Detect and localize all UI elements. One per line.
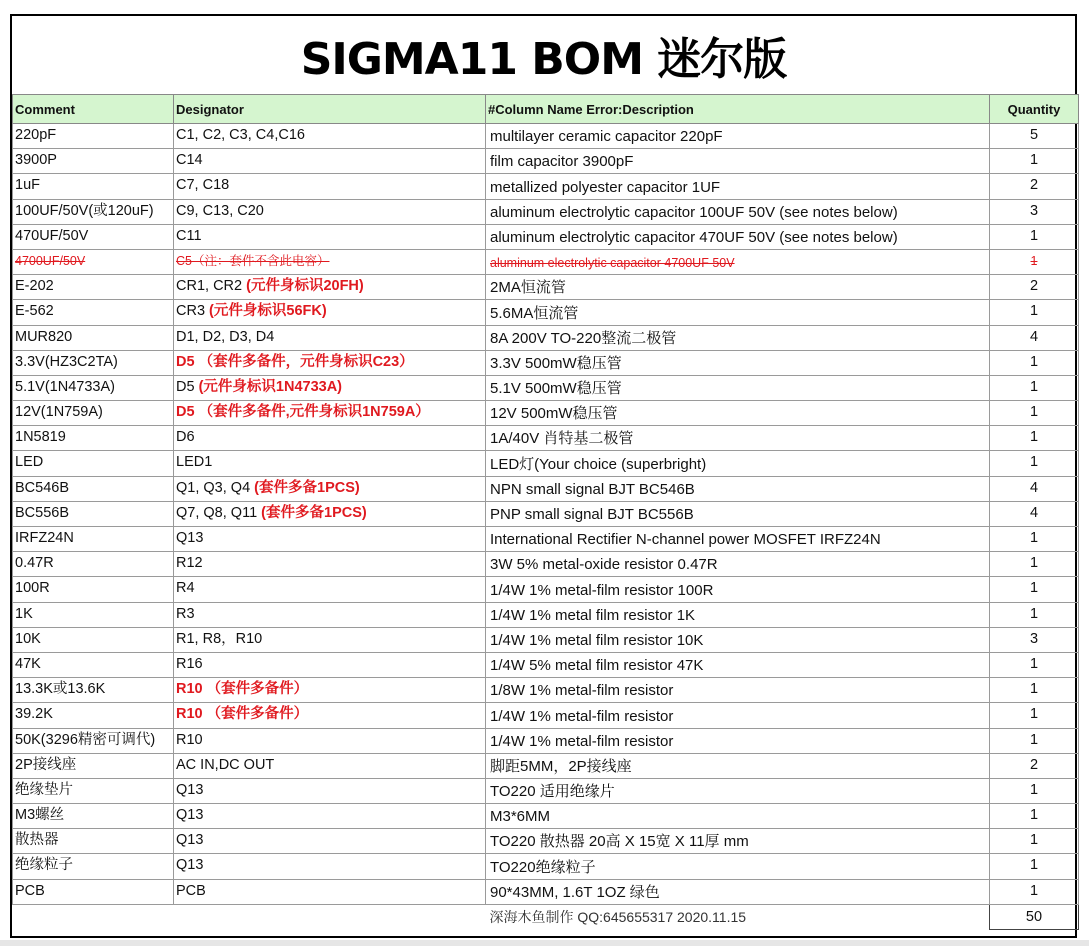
designator-cell (174, 124, 486, 149)
comment-cell: 12V(1N759A) (13, 401, 174, 426)
quantity-cell: 4 (990, 325, 1079, 350)
designator-cell (174, 602, 486, 627)
comment-cell: 100R (13, 577, 174, 602)
quantity-cell: 1 (990, 854, 1079, 879)
comment-cell: 1K (13, 602, 174, 627)
table-row (13, 627, 1079, 652)
designator-cell (174, 577, 486, 602)
quantity-cell: 1 (990, 778, 1079, 803)
header-description: #Column Name Error:Description (486, 95, 990, 124)
designator-text: R16 (176, 655, 203, 672)
table-row (13, 678, 1079, 703)
description-cell: 5.6MA恒流管 (486, 300, 990, 325)
designator-cell (174, 728, 486, 753)
footer-spacer (13, 904, 174, 929)
designator-cell (174, 627, 486, 652)
description-cell: International Rectifier N-channel power MOSFET IRFZ24N (486, 527, 990, 552)
header-designator: Designator (174, 95, 486, 124)
quantity-cell: 3 (990, 199, 1079, 224)
designator-cell (174, 501, 486, 526)
comment-cell: M3螺丝 (13, 804, 174, 829)
description-cell: 8A 200V TO-220整流二极管 (486, 325, 990, 350)
quantity-cell: 1 (990, 678, 1079, 703)
designator-cell (174, 325, 486, 350)
comment-cell: 220pF (13, 124, 174, 149)
designator-text: Q1, Q3, Q4 (176, 479, 255, 496)
designator-note: D5 （套件多备件,元件身标识1N759A） (176, 404, 430, 421)
quantity-cell: 4 (990, 476, 1079, 501)
description-cell: TO220 散热器 20高 X 15宽 X 11厚 mm (486, 829, 990, 854)
sheet-title: SIGMA11 BOM 迷尔版 (300, 34, 787, 85)
designator-text: D1, D2, D3, D4 (176, 328, 275, 345)
designator-cell (174, 552, 486, 577)
comment-cell: 5.1V(1N4733A) (13, 375, 174, 400)
comment-cell: BC546B (13, 476, 174, 501)
designator-text: R1, R8，R10 (176, 630, 263, 647)
description-cell: TO220绝缘粒子 (486, 854, 990, 879)
table-row (13, 577, 1079, 602)
table-row (13, 778, 1079, 803)
comment-cell: 绝缘垫片 (13, 778, 174, 803)
designator-text: Q13 (176, 807, 204, 824)
quantity-cell: 1 (990, 249, 1079, 274)
quantity-cell: 1 (990, 602, 1079, 627)
designator-note: R10 （套件多备件） (176, 681, 309, 698)
quantity-cell: 2 (990, 753, 1079, 778)
designator-text: AC IN,DC OUT (176, 756, 275, 773)
comment-cell: 3.3V(HZ3C2TA) (13, 350, 174, 375)
designator-cell (174, 678, 486, 703)
description-cell: 2MA恒流管 (486, 275, 990, 300)
table-row (13, 451, 1079, 476)
header-comment: Comment (13, 95, 174, 124)
comment-cell: 0.47R (13, 552, 174, 577)
table-row (13, 375, 1079, 400)
table-row (13, 325, 1079, 350)
comment-cell: 39.2K (13, 703, 174, 728)
designator-text: D6 (176, 429, 195, 446)
designator-cell (174, 174, 486, 199)
table-row (13, 804, 1079, 829)
designator-cell (174, 527, 486, 552)
table-row (13, 652, 1079, 677)
quantity-cell: 2 (990, 174, 1079, 199)
description-cell: 12V 500mW稳压管 (486, 401, 990, 426)
quantity-cell: 1 (990, 149, 1079, 174)
designator-cell (174, 375, 486, 400)
quantity-cell: 1 (990, 728, 1079, 753)
designator-cell (174, 753, 486, 778)
designator-text: R4 (176, 580, 195, 597)
designator-text: R10 (176, 731, 203, 748)
designator-text: R3 (176, 605, 195, 622)
quantity-cell: 1 (990, 703, 1079, 728)
designator-text: Q13 (176, 832, 204, 849)
designator-note: D5 （套件多备件，元件身标识C23） (176, 353, 414, 370)
designator-text: CR3 (176, 303, 210, 320)
table-row (13, 703, 1079, 728)
designator-note: R10 （套件多备件） (176, 706, 309, 723)
footer-credit: 深海木鱼制作 QQ:645655317 2020.11.15 (486, 904, 990, 929)
table-row (13, 124, 1079, 149)
table-row (13, 199, 1079, 224)
designator-cell (174, 652, 486, 677)
footer-row (13, 904, 1079, 929)
description-cell: 1/4W 1% metal-film resistor (486, 703, 990, 728)
quantity-cell: 1 (990, 829, 1079, 854)
description-cell: multilayer ceramic capacitor 220pF (486, 124, 990, 149)
description-cell: 1A/40V 肖特基二极管 (486, 426, 990, 451)
description-cell: aluminum electrolytic capacitor 470UF 50V (see notes below) (486, 224, 990, 249)
comment-cell: PCB (13, 879, 174, 904)
quantity-cell: 1 (990, 401, 1079, 426)
designator-cell (174, 829, 486, 854)
description-cell: 1/4W 1% metal-film resistor (486, 728, 990, 753)
table-row (13, 501, 1079, 526)
quantity-cell: 1 (990, 375, 1079, 400)
quantity-cell: 5 (990, 124, 1079, 149)
description-cell: LED灯(Your choice (superbright) (486, 451, 990, 476)
comment-cell: MUR820 (13, 325, 174, 350)
designator-text: C14 (176, 152, 203, 169)
table-row (13, 350, 1079, 375)
designator-cell (174, 879, 486, 904)
designator-cell (174, 149, 486, 174)
designator-text: C1, C2, C3, C4,C16 (176, 127, 305, 143)
comment-cell: 散热器 (13, 829, 174, 854)
bom-sheet (10, 14, 1077, 938)
quantity-cell: 3 (990, 627, 1079, 652)
comment-cell: LED (13, 451, 174, 476)
description-cell: aluminum electrolytic capacitor 4700UF 50V (486, 249, 990, 274)
table-row (13, 300, 1079, 325)
description-cell: metallized polyester capacitor 1UF (486, 174, 990, 199)
designator-note: (套件多备1PCS) (261, 504, 367, 521)
comment-cell: 2P接线座 (13, 753, 174, 778)
quantity-cell: 1 (990, 527, 1079, 552)
designator-note: (套件多备1PCS) (254, 479, 360, 496)
description-cell: 脚距5MM，2P接线座 (486, 753, 990, 778)
designator-cell (174, 854, 486, 879)
comment-cell: 10K (13, 627, 174, 652)
designator-text: LED1 (176, 454, 213, 471)
description-cell: 1/4W 5% metal film resistor 47K (486, 652, 990, 677)
table-row (13, 224, 1079, 249)
bom-table (12, 94, 1079, 930)
table-row (13, 854, 1079, 879)
table-row (13, 149, 1079, 174)
comment-cell: 13.3K或13.6K (13, 678, 174, 703)
quantity-cell: 1 (990, 552, 1079, 577)
table-row (13, 401, 1079, 426)
footer-total: 50 (990, 904, 1079, 929)
quantity-cell: 4 (990, 501, 1079, 526)
table-row (13, 476, 1079, 501)
quantity-cell: 1 (990, 426, 1079, 451)
table-row (13, 174, 1079, 199)
quantity-cell: 1 (990, 804, 1079, 829)
designator-cell (174, 426, 486, 451)
quantity-cell: 1 (990, 350, 1079, 375)
designator-cell (174, 275, 486, 300)
comment-cell: 3900P (13, 149, 174, 174)
designator-text: D5 (176, 378, 199, 395)
comment-cell: 1N5819 (13, 426, 174, 451)
comment-cell: 1uF (13, 174, 174, 199)
quantity-cell: 1 (990, 879, 1079, 904)
description-cell: TO220 适用绝缘片 (486, 778, 990, 803)
designator-text: C11 (176, 227, 202, 244)
designator-text: Q13 (176, 530, 204, 546)
designator-note: (元件身标识56FK) (209, 303, 327, 320)
designator-cell (174, 224, 486, 249)
description-cell: M3*6MM (486, 804, 990, 829)
description-cell: 90*43MM, 1.6T 1OZ 绿色 (486, 879, 990, 904)
designator-text: C7, C18 (176, 177, 230, 194)
quantity-cell: 1 (990, 577, 1079, 602)
quantity-cell: 1 (990, 451, 1079, 476)
table-row (13, 753, 1079, 778)
comment-cell: IRFZ24N (13, 527, 174, 552)
designator-cell (174, 249, 486, 274)
bom-body (13, 124, 1079, 905)
comment-cell: E-562 (13, 300, 174, 325)
description-cell: NPN small signal BJT BC546B (486, 476, 990, 501)
table-row (13, 829, 1079, 854)
table-row (13, 728, 1079, 753)
table-row (13, 426, 1079, 451)
designator-cell (174, 451, 486, 476)
table-row (13, 527, 1079, 552)
footer-spacer (174, 904, 486, 929)
description-cell: 1/4W 1% metal film resistor 1K (486, 602, 990, 627)
designator-text: CR1, CR2 (176, 278, 247, 295)
comment-cell: 470UF/50V (13, 224, 174, 249)
header-quantity: Quantity (990, 95, 1079, 124)
header-row (13, 95, 1079, 124)
designator-cell (174, 778, 486, 803)
description-cell: 1/4W 1% metal film resistor 10K (486, 627, 990, 652)
designator-cell (174, 199, 486, 224)
comment-cell: 100UF/50V(或120uF) (13, 199, 174, 224)
description-cell: 1/8W 1% metal-film resistor (486, 678, 990, 703)
window-bottom-strip (0, 940, 1089, 946)
description-cell: 3.3V 500mW稳压管 (486, 350, 990, 375)
description-cell: 3W 5% metal-oxide resistor 0.47R (486, 552, 990, 577)
designator-cell (174, 350, 486, 375)
comment-cell: 4700UF/50V (13, 249, 174, 274)
table-row (13, 249, 1079, 274)
comment-cell: 47K (13, 652, 174, 677)
designator-text: Q13 (176, 781, 204, 798)
description-cell: PNP small signal BJT BC556B (486, 501, 990, 526)
designator-cell (174, 703, 486, 728)
designator-text: C9, C13, C20 (176, 202, 264, 219)
designator-cell (174, 300, 486, 325)
description-cell: 1/4W 1% metal-film resistor 100R (486, 577, 990, 602)
comment-cell: E-202 (13, 275, 174, 300)
comment-cell: 绝缘粒子 (13, 854, 174, 879)
description-cell: aluminum electrolytic capacitor 100UF 50V (see notes below) (486, 199, 990, 224)
description-cell: film capacitor 3900pF (486, 149, 990, 174)
quantity-cell: 1 (990, 224, 1079, 249)
designator-text: C5（注：套件不含此电容） (176, 253, 330, 268)
quantity-cell: 1 (990, 300, 1079, 325)
comment-cell: 50K(3296精密可调代) (13, 728, 174, 753)
quantity-cell: 2 (990, 275, 1079, 300)
designator-text: Q13 (176, 857, 204, 874)
designator-cell (174, 476, 486, 501)
designator-text: Q7, Q8, Q11 (176, 504, 262, 521)
designator-note: (元件身标识20FH) (246, 278, 364, 295)
table-row (13, 275, 1079, 300)
designator-text: PCB (176, 882, 206, 899)
comment-cell: BC556B (13, 501, 174, 526)
quantity-cell: 1 (990, 652, 1079, 677)
designator-cell (174, 804, 486, 829)
designator-note: (元件身标识1N4733A) (198, 378, 342, 395)
table-row (13, 879, 1079, 904)
designator-cell (174, 401, 486, 426)
table-row (13, 552, 1079, 577)
description-cell: 5.1V 500mW稳压管 (486, 375, 990, 400)
table-row (13, 602, 1079, 627)
designator-text: R12 (176, 555, 203, 572)
